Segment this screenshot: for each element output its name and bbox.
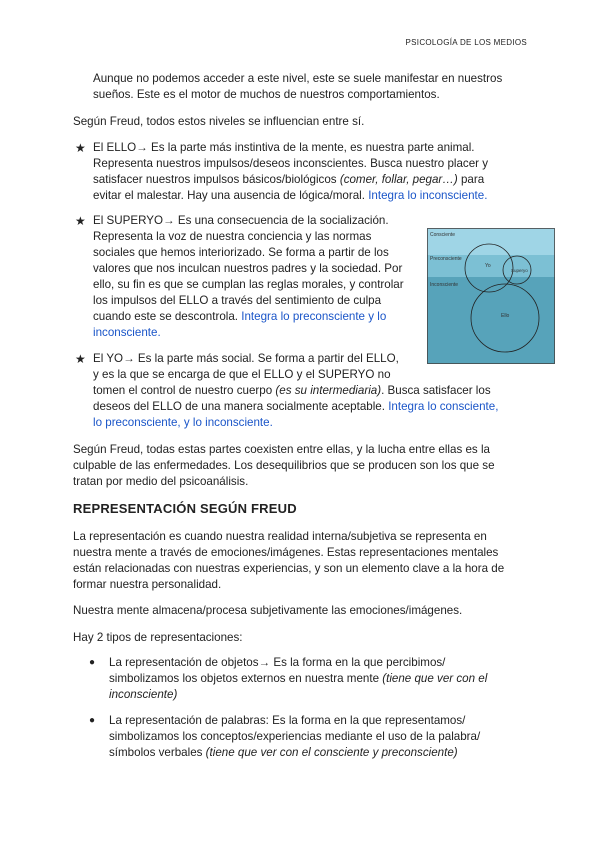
page-header: PSICOLOGÍA DE LOS MEDIOS xyxy=(405,38,527,47)
mind-levels-diagram xyxy=(427,228,555,364)
ello-example: (comer, follar, pegar…) xyxy=(339,173,458,186)
coexist-line-2: culpable de las enfermedades. Los desequilibrios que se producen son los que se xyxy=(73,459,495,472)
coexist-line-3: tratan por medio del psicoanálisis. xyxy=(73,475,249,488)
ello-line-2: Representa nuestros impulsos/deseos inconscientes. Busca nuestro placer y xyxy=(93,157,489,170)
yo-line-4a: deseos del ELLO de una manera socialmente aceptable. xyxy=(93,400,385,413)
freud-paragraph: Según Freud, todos estos niveles se influencian entre sí. xyxy=(73,115,365,128)
star-bullet-icon: ★ xyxy=(75,214,86,228)
label-preconsciente: Preconsciente xyxy=(430,256,462,262)
bullet2-line-3 xyxy=(109,745,561,762)
rep-line-3: están relacionadas con nuestras experiencias, y son un elemento clave a la hora de xyxy=(73,562,505,575)
yo-intermediaria: (es su intermediaria) xyxy=(275,384,382,397)
label-inconsciente: Inconsciente xyxy=(430,282,459,288)
ello-integra: Integra lo inconsciente. xyxy=(368,189,488,202)
yo-line-5: lo preconsciente, y lo inconsciente. xyxy=(93,416,273,429)
intro-line-2: sueños. Este es el motor de muchos de nuestros comportamientos. xyxy=(93,88,440,101)
mente-paragraph: Nuestra mente almacena/procesa subjetivamente las emociones/imágenes. xyxy=(73,604,463,617)
ello-line-1: El ELLO→ Es la parte más instintiva de la mente, es nuestra parte animal. xyxy=(93,141,475,154)
bullet-dot-icon: ● xyxy=(89,657,96,668)
bullet2-line-2: simbolizamos los conceptos/experiencias mediante el uso de la palabra/ xyxy=(109,730,481,743)
bullet1-line-2 xyxy=(109,671,561,688)
superyo-line-5: ello, su fin es que se cumplan las reglas morales, y controlar xyxy=(93,278,404,291)
rep-line-2: nuestra mente a través de emociones/imágenes. Estas representaciones mentales xyxy=(73,546,499,559)
superyo-line-6: los impulsos del ELLO a través del sentimiento de culpa xyxy=(93,294,382,307)
label-yo: Yo xyxy=(485,263,491,269)
bullet2-line-1: La representación de palabras: Es la forma en la que representamos/ xyxy=(109,714,466,727)
yo-line-3c: . Busca satisfacer los xyxy=(381,384,491,397)
yo-line-3 xyxy=(93,383,545,400)
yo-integra: Integra lo consciente, xyxy=(388,400,499,413)
rep-line-4: formar nuestra personalidad. xyxy=(73,578,222,591)
superyo-line-3: sociales que hemos interiorizado. Se forma a partir de los xyxy=(93,246,389,259)
ello-line-4 xyxy=(93,188,545,205)
yo-line-2: y es la que se encarga de que el ELLO y el SUPERYO no xyxy=(93,368,391,381)
ello-line-3a: satisfacer nuestros impulsos básicos/biológicos xyxy=(93,173,337,186)
tipos-paragraph: Hay 2 tipos de representaciones: xyxy=(73,631,243,644)
yo-line-4 xyxy=(93,399,545,416)
bullet1-line-1: La representación de objetos→ Es la forma en la que percibimos/ xyxy=(109,656,446,669)
ello-line-3 xyxy=(93,172,545,189)
bullet2-note: (tiene que ver con el consciente y preconsciente) xyxy=(205,746,458,759)
superyo-line-8: inconsciente. xyxy=(93,326,161,339)
rep-line-1: La representación es cuando nuestra realidad interna/subjetiva se representa en xyxy=(73,530,487,543)
coexist-line-1: Según Freud, todas estas partes coexisten entre ellas, y la lucha entre ellas es la xyxy=(73,443,490,456)
ello-line-3c: para xyxy=(460,173,485,186)
bullet1-note: (tiene que ver con el xyxy=(382,672,488,685)
superyo-line-7a: cuando este se descontrola. xyxy=(93,310,239,323)
label-consciente: Consciente xyxy=(430,232,456,238)
star-bullet-icon: ★ xyxy=(75,352,86,366)
bullet2-line-3a: símbolos verbales xyxy=(109,746,203,759)
superyo-line-1: El SUPERYO→ Es una consecuencia de la socialización. xyxy=(93,214,389,227)
label-ello: Ello xyxy=(501,313,510,319)
superyo-line-2: Representa la voz de nuestra conciencia y las normas xyxy=(93,230,372,243)
superyo-integra: Integra lo preconsciente y lo xyxy=(241,310,387,323)
yo-line-3a: tomen el control de nuestro cuerpo xyxy=(93,384,273,397)
intro-line-1: Aunque no podemos acceder a este nivel, este se suele manifestar en nuestros xyxy=(93,72,503,85)
bullet1-line-2a: simbolizamos los objetos externos en nuestra mente xyxy=(109,672,380,685)
label-superyo: Superyo xyxy=(511,268,528,273)
ello-line-4a: evitar el malestar. Hay una ausencia de lógica/moral. xyxy=(93,189,365,202)
yo-line-1: El YO→ Es la parte más social. Se forma a partir del ELLO, xyxy=(93,352,399,365)
bullet1-line-3: inconsciente) xyxy=(109,688,178,701)
star-bullet-icon: ★ xyxy=(75,141,86,155)
section-title: REPRESENTACIÓN SEGÚN FREUD xyxy=(73,501,297,516)
superyo-line-4: valores que nos inculcan nuestros padres y la sociedad. Por xyxy=(93,262,403,275)
bullet-dot-icon: ● xyxy=(89,715,96,726)
